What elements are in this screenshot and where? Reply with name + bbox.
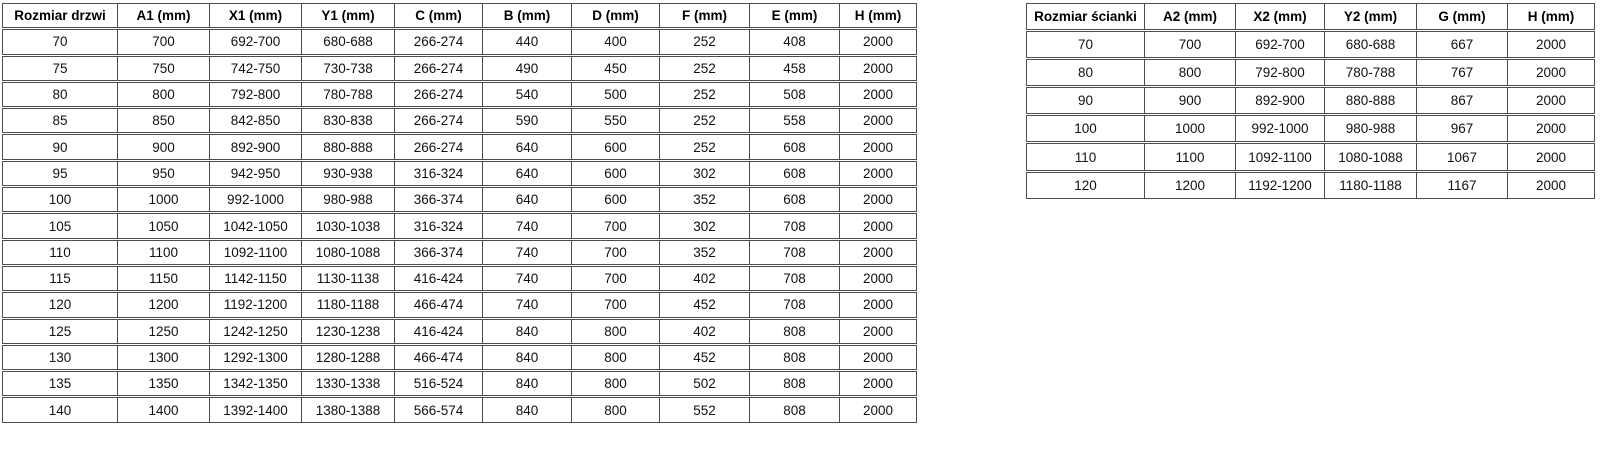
cell: 266-274: [395, 108, 483, 133]
cell: 892-900: [1236, 87, 1325, 114]
cell: 70: [1026, 31, 1145, 58]
cell: 1200: [118, 292, 210, 317]
cell: 892-900: [210, 134, 302, 159]
cell: 700: [572, 292, 660, 317]
cell: 1100: [1145, 143, 1236, 170]
cell: 408: [750, 29, 840, 54]
cell: 266-274: [395, 82, 483, 107]
table-row: [2, 292, 917, 317]
column-header-3: Y2 (mm): [1325, 3, 1417, 30]
cell: 640: [483, 161, 572, 186]
cell: 600: [572, 134, 660, 159]
cell: 740: [483, 240, 572, 265]
cell: 105: [2, 213, 118, 238]
cell: 2000: [1508, 172, 1595, 199]
cell: 125: [2, 319, 118, 344]
cell: 1142-1150: [210, 266, 302, 291]
cell: 1050: [118, 213, 210, 238]
cell: 767: [1417, 59, 1508, 86]
cell: 700: [1145, 31, 1236, 58]
cell: 90: [1026, 87, 1145, 114]
cell: 800: [1145, 59, 1236, 86]
cell: 252: [660, 56, 750, 81]
cell: 1280-1288: [302, 345, 395, 370]
cell: 692-700: [210, 29, 302, 54]
cell: 566-574: [395, 397, 483, 422]
cell: 967: [1417, 115, 1508, 142]
cell: 980-988: [302, 187, 395, 212]
cell: 80: [1026, 59, 1145, 86]
table-row: [1026, 143, 1595, 170]
cell: 2000: [1508, 115, 1595, 142]
cell: 880-888: [302, 134, 395, 159]
cell: 808: [750, 371, 840, 396]
cell: 110: [2, 240, 118, 265]
cell: 608: [750, 187, 840, 212]
cell: 1100: [118, 240, 210, 265]
cell: 692-700: [1236, 31, 1325, 58]
cell: 1167: [1417, 172, 1508, 199]
cell: 70: [2, 29, 118, 54]
cell: 1192-1200: [1236, 172, 1325, 199]
cell: 450: [572, 56, 660, 81]
cell: 90: [2, 134, 118, 159]
cell: 2000: [840, 108, 917, 133]
cell: 800: [572, 397, 660, 422]
cell: 1000: [118, 187, 210, 212]
cell: 1030-1038: [302, 213, 395, 238]
table-row: [1026, 59, 1595, 86]
cell: 780-788: [1325, 59, 1417, 86]
column-header-8: E (mm): [750, 3, 840, 28]
cell: 740: [483, 266, 572, 291]
cell: 750: [118, 56, 210, 81]
column-header-5: H (mm): [1508, 3, 1595, 30]
cell: 1067: [1417, 143, 1508, 170]
cell: 800: [572, 319, 660, 344]
cell: 252: [660, 108, 750, 133]
cell: 110: [1026, 143, 1145, 170]
table-row: [2, 29, 917, 54]
column-header-0: Rozmiar drzwi: [2, 3, 118, 28]
cell: 466-474: [395, 292, 483, 317]
cell: 1380-1388: [302, 397, 395, 422]
cell: 1400: [118, 397, 210, 422]
cell: 740: [483, 292, 572, 317]
cell: 252: [660, 134, 750, 159]
cell: 352: [660, 187, 750, 212]
cell: 1080-1088: [302, 240, 395, 265]
cell: 840: [483, 319, 572, 344]
cell: 780-788: [302, 82, 395, 107]
cell: 2000: [840, 319, 917, 344]
cell: 1092-1100: [1236, 143, 1325, 170]
cell: 830-838: [302, 108, 395, 133]
cell: 2000: [1508, 87, 1595, 114]
cell: 1250: [118, 319, 210, 344]
cell: 2000: [840, 240, 917, 265]
cell: 842-850: [210, 108, 302, 133]
table-row: [2, 345, 917, 370]
cell: 2000: [840, 397, 917, 422]
cell: 608: [750, 134, 840, 159]
cell: 302: [660, 161, 750, 186]
cell: 416-424: [395, 319, 483, 344]
column-header-4: C (mm): [395, 3, 483, 28]
cell: 352: [660, 240, 750, 265]
cell: 452: [660, 292, 750, 317]
cell: 135: [2, 371, 118, 396]
cell: 950: [118, 161, 210, 186]
cell: 667: [1417, 31, 1508, 58]
cell: 1342-1350: [210, 371, 302, 396]
cell: 708: [750, 292, 840, 317]
cell: 516-524: [395, 371, 483, 396]
cell: 266-274: [395, 134, 483, 159]
cell: 2000: [1508, 143, 1595, 170]
column-header-2: X1 (mm): [210, 3, 302, 28]
cell: 1000: [1145, 115, 1236, 142]
cell: 708: [750, 266, 840, 291]
header-row: [1026, 3, 1595, 30]
cell: 1080-1088: [1325, 143, 1417, 170]
cell: 466-474: [395, 345, 483, 370]
cell: 1180-1188: [1325, 172, 1417, 199]
table-row: [2, 108, 917, 133]
cell: 252: [660, 29, 750, 54]
cell: 808: [750, 319, 840, 344]
table-row: [2, 397, 917, 422]
cell: 730-738: [302, 56, 395, 81]
cell: 130: [2, 345, 118, 370]
cell: 680-688: [302, 29, 395, 54]
cell: 600: [572, 187, 660, 212]
cell: 900: [1145, 87, 1236, 114]
cell: 416-424: [395, 266, 483, 291]
cell: 680-688: [1325, 31, 1417, 58]
cell: 700: [572, 266, 660, 291]
cell: 942-950: [210, 161, 302, 186]
cell: 1292-1300: [210, 345, 302, 370]
cell: 100: [1026, 115, 1145, 142]
table-row: [1026, 172, 1595, 199]
table-row: [1026, 87, 1595, 114]
cell: 1192-1200: [210, 292, 302, 317]
cell: 302: [660, 213, 750, 238]
cell: 992-1000: [210, 187, 302, 212]
cell: 2000: [840, 266, 917, 291]
table-row: [2, 240, 917, 265]
cell: 508: [750, 82, 840, 107]
cell: 840: [483, 345, 572, 370]
column-header-6: D (mm): [572, 3, 660, 28]
door-dimensions-table: [2, 2, 917, 424]
cell: 800: [118, 82, 210, 107]
column-header-5: B (mm): [483, 3, 572, 28]
cell: 402: [660, 266, 750, 291]
column-header-2: X2 (mm): [1236, 3, 1325, 30]
header-row: [2, 3, 917, 28]
cell: 2000: [840, 134, 917, 159]
cell: 1092-1100: [210, 240, 302, 265]
cell: 2000: [840, 213, 917, 238]
cell: 1392-1400: [210, 397, 302, 422]
cell: 490: [483, 56, 572, 81]
cell: 2000: [840, 29, 917, 54]
cell: 840: [483, 371, 572, 396]
column-header-1: A2 (mm): [1145, 3, 1236, 30]
table-row: [2, 82, 917, 107]
cell: 792-800: [210, 82, 302, 107]
table-row: [2, 213, 917, 238]
cell: 1130-1138: [302, 266, 395, 291]
table-row: [1026, 115, 1595, 142]
table-row: [1026, 31, 1595, 58]
cell: 700: [572, 240, 660, 265]
cell: 120: [2, 292, 118, 317]
cell: 708: [750, 240, 840, 265]
cell: 880-888: [1325, 87, 1417, 114]
cell: 2000: [840, 82, 917, 107]
cell: 808: [750, 345, 840, 370]
cell: 1180-1188: [302, 292, 395, 317]
cell: 75: [2, 56, 118, 81]
cell: 980-988: [1325, 115, 1417, 142]
table-row: [2, 187, 917, 212]
table-row: [2, 266, 917, 291]
column-header-0: Rozmiar ścianki: [1026, 3, 1145, 30]
cell: 2000: [840, 371, 917, 396]
cell: 640: [483, 187, 572, 212]
cell: 867: [1417, 87, 1508, 114]
cell: 552: [660, 397, 750, 422]
cell: 452: [660, 345, 750, 370]
column-header-7: F (mm): [660, 3, 750, 28]
cell: 502: [660, 371, 750, 396]
cell: 800: [572, 345, 660, 370]
cell: 850: [118, 108, 210, 133]
table-row: [2, 134, 917, 159]
cell: 100: [2, 187, 118, 212]
cell: 140: [2, 397, 118, 422]
cell: 808: [750, 397, 840, 422]
cell: 558: [750, 108, 840, 133]
cell: 740: [483, 213, 572, 238]
cell: 1242-1250: [210, 319, 302, 344]
cell: 540: [483, 82, 572, 107]
table-row: [2, 319, 917, 344]
cell: 252: [660, 82, 750, 107]
cell: 458: [750, 56, 840, 81]
cell: 440: [483, 29, 572, 54]
cell: 900: [118, 134, 210, 159]
cell: 608: [750, 161, 840, 186]
cell: 708: [750, 213, 840, 238]
table-row: [2, 371, 917, 396]
cell: 800: [572, 371, 660, 396]
cell: 700: [118, 29, 210, 54]
cell: 550: [572, 108, 660, 133]
cell: 742-750: [210, 56, 302, 81]
cell: 2000: [1508, 59, 1595, 86]
cell: 500: [572, 82, 660, 107]
cell: 2000: [840, 345, 917, 370]
cell: 400: [572, 29, 660, 54]
cell: 120: [1026, 172, 1145, 199]
wall-panel-dimensions-table: [1026, 2, 1595, 200]
cell: 640: [483, 134, 572, 159]
cell: 840: [483, 397, 572, 422]
cell: 316-324: [395, 213, 483, 238]
cell: 1042-1050: [210, 213, 302, 238]
cell: 366-374: [395, 240, 483, 265]
cell: 95: [2, 161, 118, 186]
cell: 2000: [1508, 31, 1595, 58]
cell: 600: [572, 161, 660, 186]
cell: 1200: [1145, 172, 1236, 199]
cell: 2000: [840, 56, 917, 81]
column-header-9: H (mm): [840, 3, 917, 28]
column-header-1: A1 (mm): [118, 3, 210, 28]
cell: 266-274: [395, 29, 483, 54]
cell: 1230-1238: [302, 319, 395, 344]
cell: 2000: [840, 187, 917, 212]
cell: 930-938: [302, 161, 395, 186]
cell: 402: [660, 319, 750, 344]
column-header-4: G (mm): [1417, 3, 1508, 30]
cell: 792-800: [1236, 59, 1325, 86]
cell: 266-274: [395, 56, 483, 81]
cell: 1300: [118, 345, 210, 370]
cell: 2000: [840, 292, 917, 317]
cell: 1350: [118, 371, 210, 396]
cell: 1330-1338: [302, 371, 395, 396]
table-row: [2, 161, 917, 186]
cell: 992-1000: [1236, 115, 1325, 142]
cell: 2000: [840, 161, 917, 186]
cell: 700: [572, 213, 660, 238]
cell: 590: [483, 108, 572, 133]
cell: 115: [2, 266, 118, 291]
cell: 1150: [118, 266, 210, 291]
column-header-3: Y1 (mm): [302, 3, 395, 28]
cell: 85: [2, 108, 118, 133]
table-row: [2, 56, 917, 81]
cell: 316-324: [395, 161, 483, 186]
cell: 80: [2, 82, 118, 107]
cell: 366-374: [395, 187, 483, 212]
